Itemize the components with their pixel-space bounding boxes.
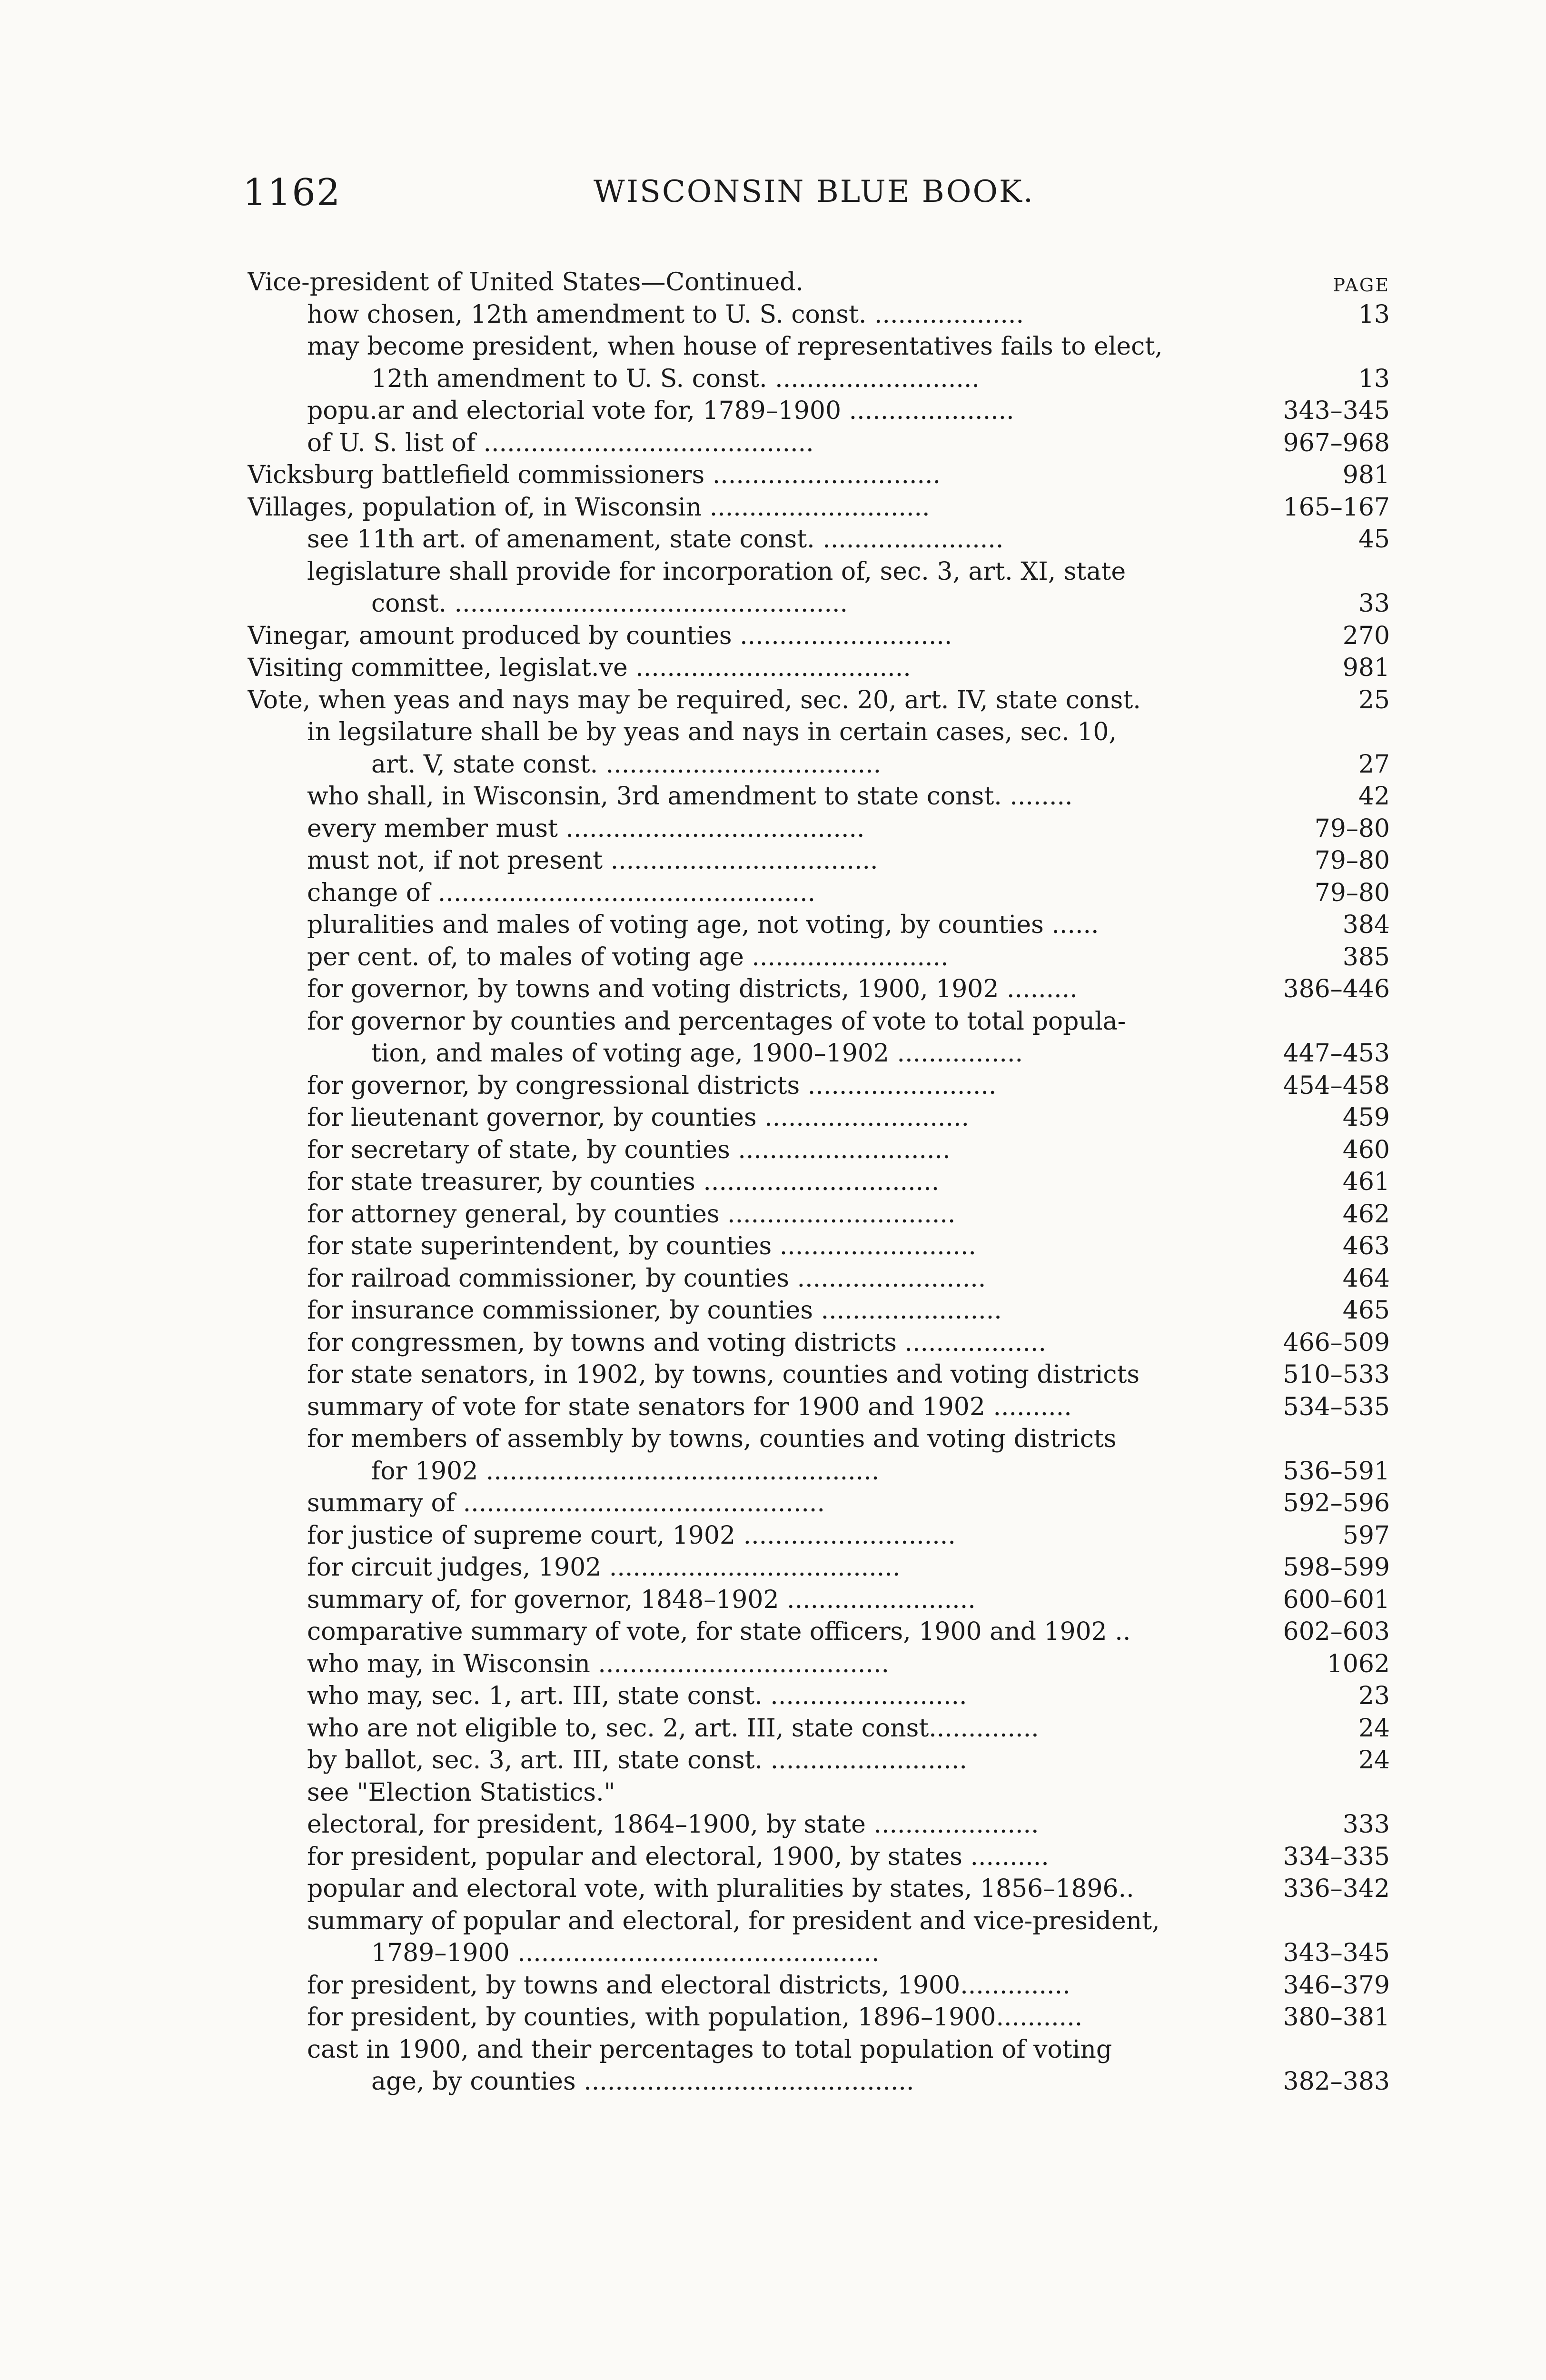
entry-pages: 24: [1358, 1714, 1390, 1743]
entry-text: for attorney general, by counties .............................: [307, 1200, 956, 1229]
entry-pages: 536–591: [1283, 1457, 1390, 1486]
entry-text: for insurance commissioner, by counties .......................: [307, 1296, 1002, 1325]
entry-text: electoral, for president, 1864–1900, by state .....................: [307, 1810, 1039, 1839]
index-entry: [248, 1488, 1390, 1520]
entry-text: legislature shall provide for incorporation of, sec. 3, art. XI, state: [307, 557, 1126, 586]
entry-pages: 460: [1342, 1135, 1390, 1164]
entry-pages: 510–533: [1283, 1360, 1390, 1389]
entry-pages: 459: [1342, 1103, 1390, 1132]
entry-text: for state senators, in 1902, by towns, counties and voting districts: [307, 1360, 1140, 1389]
page-number: 1162: [243, 171, 341, 214]
entry-text: per cent. of, to males of voting age .........................: [307, 942, 949, 972]
index-entry: [248, 1745, 1390, 1777]
index-entry: [248, 1616, 1390, 1648]
entry-pages: 597: [1342, 1521, 1390, 1550]
entry-text: const. ..................................................: [371, 589, 848, 618]
entry-text: Visiting committee, legislat.ve ...................................: [248, 654, 911, 682]
entry-pages: 42: [1358, 782, 1390, 811]
entry-text: for president, popular and electoral, 1900, by states ..........: [307, 1842, 1049, 1871]
entry-text: tion, and males of voting age, 1900–1902 ................: [371, 1039, 1023, 1068]
index-entry: [248, 942, 1390, 974]
entry-text: who are not eligible to, sec. 2, art. III, state const..............: [307, 1714, 1039, 1743]
entry-text: must not, if not present ..................................: [307, 846, 878, 875]
index-entry: [248, 1199, 1390, 1231]
entry-text: of U. S. list of ..........................................: [307, 428, 814, 457]
entry-text: Vicksburg battlefield commissioners .............................: [248, 461, 941, 489]
entry-text: for circuit judges, 1902 .....................................: [307, 1553, 901, 1582]
index-entry: [248, 1970, 1390, 2002]
index-entry: [248, 1102, 1390, 1134]
entry-pages: 343–345: [1283, 1939, 1390, 1967]
entry-text: who may, sec. 1, art. III, state const. .........................: [307, 1682, 967, 1710]
index-entry: [248, 1166, 1390, 1199]
index-entry: [248, 1809, 1390, 1841]
entry-pages: 463: [1342, 1232, 1390, 1260]
index-entry: [248, 1070, 1390, 1102]
entry-pages: 13: [1358, 300, 1390, 329]
index-entry: [248, 1391, 1390, 1424]
entry-pages: 79–80: [1314, 878, 1390, 907]
index-entry: [248, 813, 1390, 845]
entry-pages: 165–167: [1283, 493, 1390, 522]
index-entry: [248, 781, 1390, 813]
index-entry: [248, 1263, 1390, 1295]
index-entry: [248, 556, 1390, 588]
entry-pages: 981: [1342, 654, 1390, 682]
entry-text: for state superintendent, by counties .........................: [307, 1232, 976, 1260]
index-entry: [248, 299, 1390, 331]
entry-text: for governor, by congressional districts ........................: [307, 1071, 997, 1100]
index-entry: [248, 1038, 1390, 1070]
entry-pages: 981: [1342, 461, 1390, 489]
entry-pages: 343–345: [1283, 397, 1390, 425]
entry-pages: 27: [1358, 750, 1390, 779]
index-entry: [248, 1680, 1390, 1713]
entry-pages: 380–381: [1283, 2003, 1390, 2032]
entry-text: see 11th art. of amenament, state const. .......................: [307, 525, 1004, 554]
entry-text: summary of ..............................................: [307, 1489, 825, 1517]
index-entry: [248, 877, 1390, 910]
index-entry: [248, 331, 1390, 363]
index-entry: [248, 1584, 1390, 1616]
index-entry: [248, 2034, 1390, 2066]
entry-pages: 1062: [1327, 1649, 1390, 1678]
index-entry: [248, 1230, 1390, 1263]
entry-text: how chosen, 12th amendment to U. S. const. ...................: [307, 300, 1024, 329]
running-title: WISCONSIN BLUE BOOK.: [593, 174, 1035, 209]
entry-pages: 384: [1342, 911, 1390, 939]
entry-pages: 602–603: [1283, 1617, 1390, 1646]
entry-pages: 600–601: [1283, 1585, 1390, 1614]
entry-text: age, by counties ..........................................: [371, 2067, 914, 2096]
entry-pages: 346–379: [1283, 1971, 1390, 2000]
entry-text: for members of assembly by towns, counties and voting districts: [307, 1425, 1117, 1453]
entry-pages: 336–342: [1283, 1874, 1390, 1903]
entry-text: for president, by towns and electoral districts, 1900..............: [307, 1971, 1070, 2000]
entry-pages: 79–80: [1314, 814, 1390, 843]
entry-text: 1789–1900 ..............................................: [371, 1939, 880, 1967]
entry-text: change of ................................................: [307, 878, 816, 907]
index-entry: [248, 716, 1390, 749]
entry-pages: 447–453: [1283, 1039, 1390, 1068]
page-column-heading: PAGE: [1333, 275, 1390, 296]
index-entry: [248, 909, 1390, 942]
index-entry: [248, 1327, 1390, 1359]
index-entry: [248, 395, 1390, 427]
index-entry: [248, 588, 1390, 620]
entry-text: for lieutenant governor, by counties ..........................: [307, 1103, 970, 1132]
entry-text: for secretary of state, by counties ...........................: [307, 1135, 951, 1164]
entry-text: summary of vote for state senators for 1900 and 1902 ..........: [307, 1392, 1072, 1421]
entry-pages: 79–80: [1314, 846, 1390, 875]
entry-pages: 534–535: [1283, 1392, 1390, 1421]
entry-pages: 598–599: [1283, 1553, 1390, 1582]
index-entry: [248, 1648, 1390, 1681]
entry-pages: 45: [1358, 525, 1390, 554]
index-entry: [248, 1520, 1390, 1552]
entry-pages: 386–446: [1283, 975, 1390, 1003]
index-entry: [248, 652, 1390, 684]
entry-text: by ballot, sec. 3, art. III, state const. .........................: [307, 1746, 967, 1775]
index-list: [248, 267, 1390, 2098]
entry-text: summary of popular and electoral, for president and vice-president,: [307, 1906, 1160, 1935]
entry-text: who may, in Wisconsin .....................................: [307, 1649, 890, 1678]
index-entry: [248, 1873, 1390, 1905]
index-entry: [248, 1841, 1390, 1874]
index-entry: [248, 845, 1390, 877]
index-entry: [248, 1423, 1390, 1456]
entry-text: Vinegar, amount produced by counties ...........................: [248, 621, 952, 650]
entry-pages: 270: [1342, 621, 1390, 650]
entry-pages: 465: [1342, 1296, 1390, 1325]
entry-text: for state treasurer, by counties ..............................: [307, 1168, 940, 1196]
index-entry: [248, 2066, 1390, 2098]
entry-text: Vice-president of United States—Continued.: [248, 268, 804, 297]
index-entry: [248, 1937, 1390, 1970]
index-entry: [248, 1134, 1390, 1167]
entry-pages: 13: [1358, 364, 1390, 393]
entry-pages: 382–383: [1283, 2067, 1390, 2096]
entry-pages: 23: [1358, 1682, 1390, 1710]
entry-text: Vote, when yeas and nays may be required, sec. 20, art. IV, state const.: [248, 685, 1141, 714]
entry-text: 12th amendment to U. S. const. ..........................: [371, 364, 980, 393]
entry-pages: 334–335: [1283, 1842, 1390, 1871]
index-entry: [248, 524, 1390, 556]
index-entry: [248, 1905, 1390, 1938]
entry-text: who shall, in Wisconsin, 3rd amendment to state const. ........: [307, 782, 1073, 811]
entry-text: in legsilature shall be by yeas and nays in certain cases, sec. 10,: [307, 718, 1117, 746]
entry-text: Villages, population of, in Wisconsin ............................: [248, 493, 930, 522]
entry-text: popular and electoral vote, with pluralities by states, 1856–1896..: [307, 1874, 1134, 1903]
entry-pages: 461: [1342, 1168, 1390, 1196]
entry-pages: 454–458: [1283, 1071, 1390, 1100]
index-entry: [248, 267, 1390, 299]
entry-text: for governor by counties and percentages of vote to total popula-: [307, 1007, 1126, 1036]
index-entry: [248, 427, 1390, 460]
entry-pages: 33: [1358, 589, 1390, 618]
index-entry: [248, 2002, 1390, 2034]
entry-text: for president, by counties, with population, 1896–1900...........: [307, 2003, 1083, 2032]
entry-text: art. V, state const. ...................................: [371, 750, 882, 779]
entry-pages: 967–968: [1283, 428, 1390, 457]
index-entry: [248, 1713, 1390, 1745]
index-entry: [248, 492, 1390, 524]
index-entry: [248, 1006, 1390, 1038]
entry-pages: 466–509: [1283, 1328, 1390, 1357]
entry-text: comparative summary of vote, for state officers, 1900 and 1902 ..: [307, 1617, 1131, 1646]
entry-text: popu.ar and electorial vote for, 1789–1900 .....................: [307, 397, 1014, 425]
index-entry: [248, 1777, 1390, 1809]
entry-text: for railroad commissioner, by counties ........................: [307, 1264, 986, 1293]
index-entry: [248, 1552, 1390, 1584]
entry-pages: 25: [1358, 685, 1390, 714]
index-entry: [248, 1456, 1390, 1488]
entry-text: for 1902 ..................................................: [371, 1457, 880, 1486]
entry-pages: 462: [1342, 1200, 1390, 1229]
index-entry: [248, 1295, 1390, 1327]
index-entry: [248, 973, 1390, 1006]
entry-pages: 592–596: [1283, 1489, 1390, 1517]
index-entry: [248, 1359, 1390, 1391]
entry-text: summary of, for governor, 1848–1902 ........................: [307, 1585, 976, 1614]
entry-text: for governor, by towns and voting districts, 1900, 1902 .........: [307, 975, 1078, 1003]
entry-pages: 24: [1358, 1746, 1390, 1775]
entry-pages: 333: [1342, 1810, 1390, 1839]
page-header: [243, 171, 1385, 228]
entry-text: see "Election Statistics.": [307, 1778, 615, 1807]
entry-pages: 385: [1342, 942, 1390, 972]
index-entry: [248, 684, 1390, 717]
index-entry: [248, 459, 1390, 492]
entry-text: for justice of supreme court, 1902 ...........................: [307, 1521, 956, 1550]
entry-text: cast in 1900, and their percentages to total population of voting: [307, 2035, 1112, 2064]
entry-text: pluralities and males of voting age, not voting, by counties ......: [307, 911, 1099, 939]
index-entry: [248, 363, 1390, 396]
entry-pages: 464: [1342, 1264, 1390, 1293]
index-entry: [248, 749, 1390, 781]
index-entry: [248, 620, 1390, 653]
entry-text: may become president, when house of representatives fails to elect,: [307, 332, 1163, 361]
entry-text: for congressmen, by towns and voting districts ..................: [307, 1328, 1046, 1357]
entry-text: every member must ......................................: [307, 814, 865, 843]
